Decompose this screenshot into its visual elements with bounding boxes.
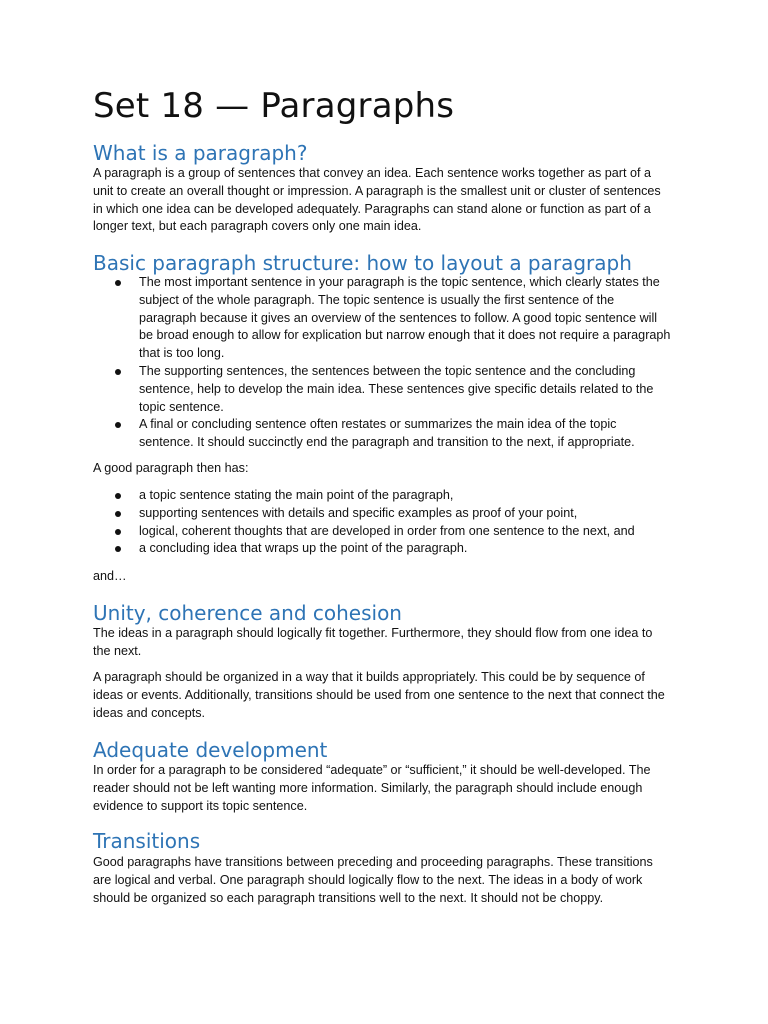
good-paragraph-list bbox=[93, 487, 683, 558]
heading-transitions: Transitions bbox=[93, 829, 201, 853]
heading-unity-coherence-cohesion: Unity, coherence and cohesion bbox=[93, 601, 402, 625]
bullet-icon bbox=[115, 369, 121, 375]
heading-basic-structure: Basic paragraph structure: how to layout a paragraph bbox=[93, 251, 632, 275]
list-item bbox=[93, 540, 673, 558]
bullet-icon bbox=[115, 529, 121, 535]
heading-what-is-a-paragraph: What is a paragraph? bbox=[93, 141, 308, 165]
list-item-text: logical, coherent thoughts that are developed in order from one sentence to the next, and bbox=[139, 523, 635, 538]
bullet-icon bbox=[115, 546, 121, 552]
list-item-text: a concluding idea that wraps up the point of the paragraph. bbox=[139, 541, 468, 556]
bullet-icon bbox=[115, 422, 121, 428]
list-item-text: supporting sentences with details and specific examples as proof of your point, bbox=[139, 505, 578, 520]
list-item-text: A final or concluding sentence often restates or summarizes the main idea of the topic sentence. It should succinctly end the paragraph and transition to the next, if appropriate. bbox=[139, 417, 635, 450]
list-item bbox=[93, 363, 673, 416]
unity-body-1: The ideas in a paragraph should logically fit together. Furthermore, they should flow from one idea to the next. bbox=[93, 626, 653, 658]
good-paragraph-intro: A good paragraph then has: bbox=[93, 461, 249, 475]
list-item bbox=[93, 505, 673, 523]
list-item bbox=[93, 487, 673, 505]
structure-bullet-list bbox=[93, 274, 683, 452]
and-text: and… bbox=[93, 569, 127, 583]
bullet-icon bbox=[115, 280, 121, 286]
unity-body-2: A paragraph should be organized in a way that it builds appropriately. This could be by sequence of ideas or events. Additionally, transitions should be used from one sentence to the next that connect the ideas and concepts. bbox=[93, 670, 665, 720]
bullet-icon bbox=[115, 493, 121, 499]
list-item-text: The supporting sentences, the sentences between the topic sentence and the concluding sentence, help to develop the main idea. These sentences give specific details related to the topic sentence. bbox=[139, 363, 654, 414]
list-item-text: The most important sentence in your paragraph is the topic sentence, which clearly states the subject of the whole paragraph. The topic sentence is usually the first sentence of the paragraph because it gives an overview of the sentences to follow. A good topic sentence will be broad enough to allow for explication but narrow enough that it does not require a paragraph that is too long. bbox=[139, 275, 671, 361]
document-title: Set 18 — Paragraphs bbox=[93, 86, 455, 126]
heading-adequate-development: Adequate development bbox=[93, 738, 328, 762]
adequate-body: In order for a paragraph to be considered “adequate” or “sufficient,” it should be well-developed. The reader should not be left wanting more information. Similarly, the paragraph should include enough evidence to support its topic sentence. bbox=[93, 763, 651, 813]
list-item bbox=[93, 523, 673, 541]
bullet-icon bbox=[115, 511, 121, 517]
transitions-body: Good paragraphs have transitions between preceding and proceeding paragraphs. These transitions are logical and verbal. One paragraph should logically flow to the next. The ideas in a body of work should be organized so each paragraph transitions well to the next. It should not be choppy. bbox=[93, 855, 653, 905]
what-is-paragraph-body: A paragraph is a group of sentences that convey an idea. Each sentence works together as part of a unit to create an overall thought or impression. A paragraph is the smallest unit or cluster of sentences in which one idea can be developed adequately. Paragraphs can stand alone or function as part of a longer text, but each paragraph covers only one main idea. bbox=[93, 166, 661, 234]
list-item-text: a topic sentence stating the main point of the paragraph, bbox=[139, 488, 454, 502]
list-item bbox=[93, 416, 673, 452]
list-item bbox=[93, 274, 673, 363]
